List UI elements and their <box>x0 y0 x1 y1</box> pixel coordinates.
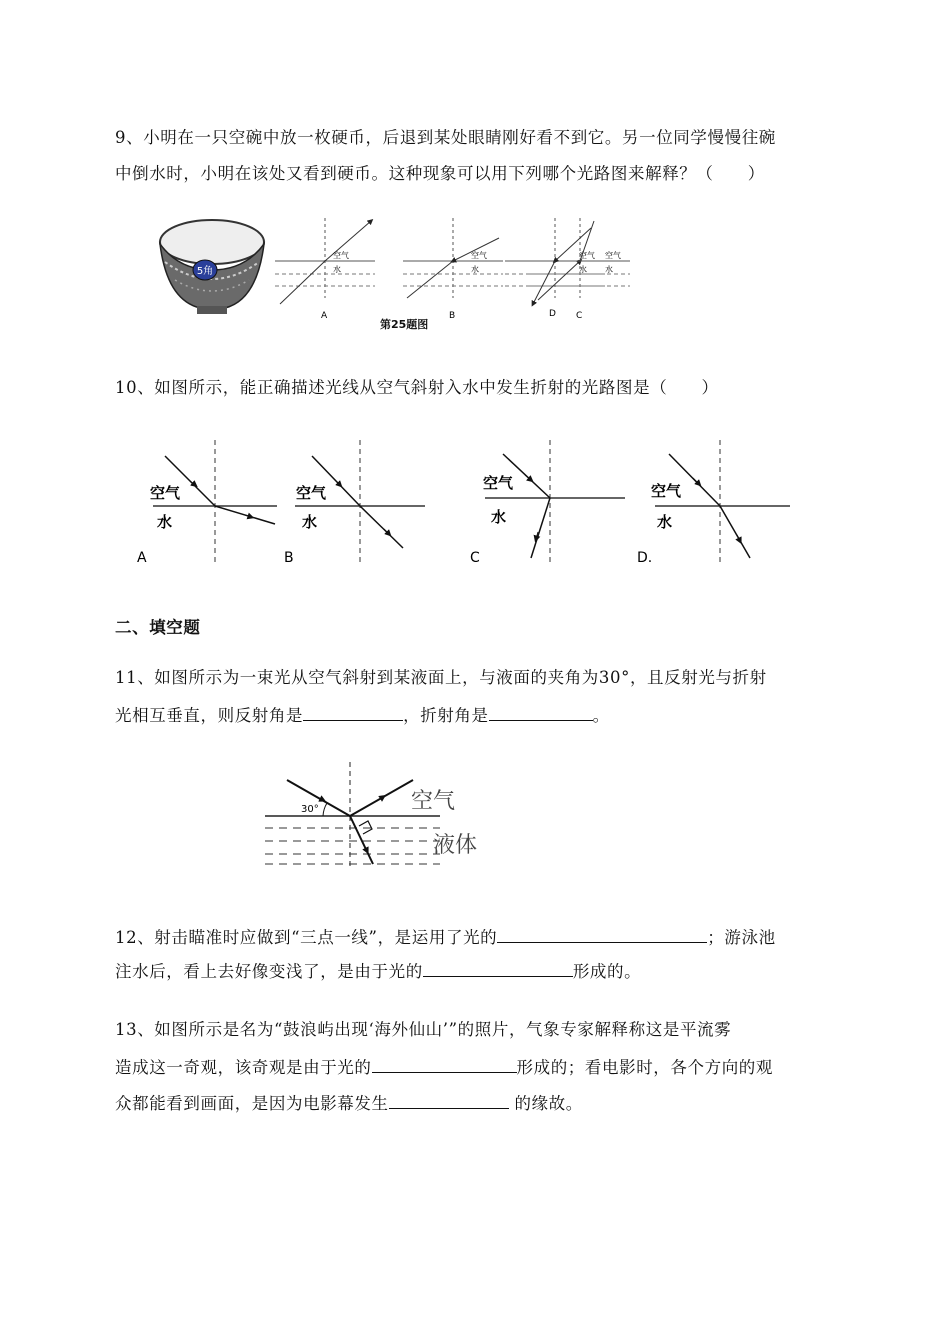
angle-label: 30° <box>301 804 319 815</box>
svg-text:水: 水 <box>302 513 318 531</box>
q10-diagram-a <box>137 440 277 566</box>
q10-figure <box>135 440 795 574</box>
bowl-illustration <box>160 220 264 314</box>
svg-text:水: 水 <box>657 513 673 531</box>
q13-line-1: 13、如图所示是名为“鼓浪屿出现‘海外仙山’”的照片，气象专家解释称这是平流雾 <box>115 1020 732 1039</box>
q10-option-c: C <box>470 550 480 566</box>
q12-line-1: 12、射击瞄准时应做到“三点一线”，是运用了光的 ；游泳池 <box>115 928 776 947</box>
q13-blank-2[interactable] <box>389 1092 509 1109</box>
q10-option-b: B <box>284 550 294 566</box>
svg-text:空气: 空气 <box>333 251 349 260</box>
svg-text:水: 水 <box>333 265 341 274</box>
svg-text:水: 水 <box>605 265 613 274</box>
option-a-label: A <box>321 311 328 321</box>
q10-line-1: 10、如图所示，能正确描述光线从空气斜射入水中发生折射的光路图是（ ） <box>115 378 719 397</box>
svg-text:空气: 空气 <box>579 251 595 260</box>
coin-label: 5角 <box>196 266 214 277</box>
q9-line-2: 中倒水时，小明在该处又看到硬币。这种现象可以用下列哪个光路图来解释？（ ） <box>115 164 765 183</box>
q11-figure <box>265 760 495 876</box>
svg-text:空气: 空气 <box>471 251 487 260</box>
q10-option-a: A <box>137 550 147 566</box>
svg-text:水: 水 <box>579 265 587 274</box>
svg-text:空气: 空气 <box>605 251 621 260</box>
section-2-title: 二、填空题 <box>115 618 201 637</box>
q9-diagram-b <box>403 218 503 321</box>
q12-blank-2[interactable] <box>423 960 573 977</box>
q13-blank-1[interactable] <box>372 1056 517 1073</box>
q13-line-2: 造成这一奇观，该奇观是由于光的 形成的；看电影时，各个方向的观 <box>115 1058 773 1077</box>
q11-line-1: 11、如图所示为一束光从空气斜射到某液面上，与液面的夹角为30°，且反射光与折射 <box>115 668 767 687</box>
svg-text:空气: 空气 <box>483 474 514 492</box>
q11-blank-refraction-angle[interactable] <box>489 704 593 721</box>
svg-text:空气: 空气 <box>651 482 682 500</box>
q11-line-2: 光相互垂直，则反射角是 ，折射角是 。 <box>115 706 610 725</box>
svg-text:水: 水 <box>471 265 479 274</box>
q10-diagram-d <box>637 440 790 566</box>
q10-diagram-b <box>284 440 425 566</box>
q13-line-3: 众都能看到画面，是因为电影幕发生 的缘故。 <box>115 1094 583 1113</box>
q9-diagram-a <box>275 218 375 321</box>
liquid-label: 液体 <box>433 833 478 858</box>
q9-line-1: 9、小明在一只空碗中放一枚硬币，后退到某处眼睛刚好看不到它。另一位同学慢慢往碗 <box>115 128 776 147</box>
q10-diagram-c <box>470 440 625 566</box>
option-b-label: B <box>449 311 456 321</box>
q12-blank-1[interactable] <box>497 926 707 943</box>
svg-text:水: 水 <box>491 508 507 526</box>
q11-blank-reflection-angle[interactable] <box>303 704 403 721</box>
svg-text:空气: 空气 <box>150 484 181 502</box>
q12-line-2: 注水后，看上去好像变浅了，是由于光的 形成的。 <box>115 962 642 981</box>
q10-option-d: D. <box>637 550 653 566</box>
svg-text:水: 水 <box>157 513 173 531</box>
air-label: 空气 <box>411 789 456 814</box>
option-d-label: D <box>549 309 556 319</box>
option-c-label: C <box>576 311 583 321</box>
q9-caption: 第25题图 <box>380 318 429 331</box>
q9-figure-d <box>505 218 615 327</box>
svg-text:空气: 空气 <box>296 484 327 502</box>
